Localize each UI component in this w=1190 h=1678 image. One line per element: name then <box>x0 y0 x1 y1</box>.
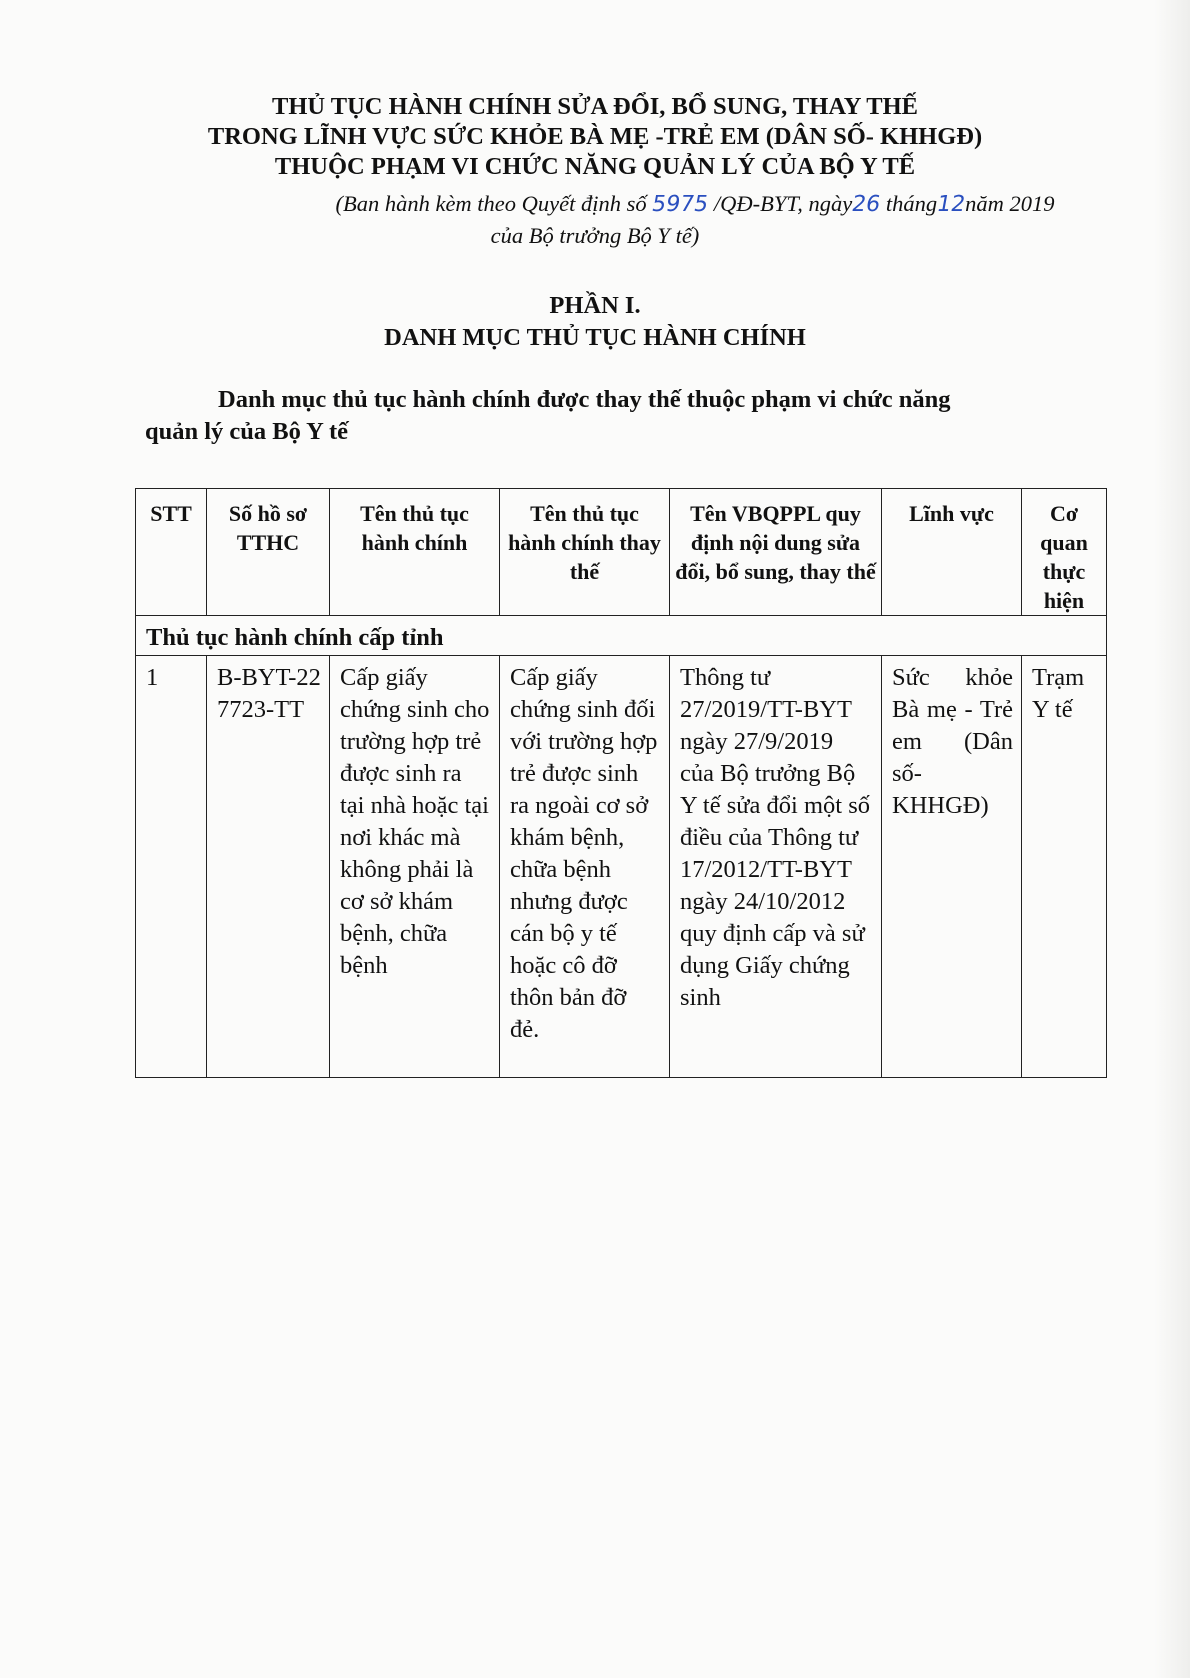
title-line-3: THUỘC PHẠM VI CHỨC NĂNG QUẢN LÝ CỦA BỘ Y TẾ <box>274 153 916 180</box>
group-label: Thủ tục hành chính cấp tỉnh <box>136 616 1107 656</box>
cell-field: Sức khỏe Bà mẹ - Trẻ em (Dân số-KHHGĐ) <box>882 656 1022 1078</box>
document-title <box>0 92 1190 182</box>
title-line-2: TRONG LĨNH VỰC SỨC KHỎE BÀ MẸ -TRẺ EM (DÂN SỐ- KHHGĐ) <box>207 123 983 150</box>
month-label: tháng <box>885 191 938 216</box>
issuance-note <box>0 188 1190 251</box>
cell-legal-doc: Thông tư 27/2019/TT-BYT ngày 27/9/2019 của Bộ trưởng Bộ Y tế sửa đổi một số điều của Thông tư 17/2012/TT-BYT ngày 24/10/2012 quy định cấp và sử dụng Giấy chứng sinh <box>670 656 882 1078</box>
part-title: DANH MỤC THỦ TỤC HÀNH CHÍNH <box>384 324 806 351</box>
header-agency: Cơ quan thực hiện <box>1022 489 1107 616</box>
cell-agency: Trạm Y tế <box>1022 656 1107 1078</box>
header-replacement-name: Tên thủ tục hành chính thay thế <box>500 489 670 616</box>
procedure-table <box>135 488 1107 1078</box>
intro-paragraph <box>145 384 1085 448</box>
group-row <box>136 616 1107 656</box>
table-row <box>136 656 1107 1078</box>
decision-number: 5975 <box>650 192 711 217</box>
cell-name: Cấp giấy chứng sinh cho trường hợp trẻ được sinh ra tại nhà hoặc tại nơi khác mà không phải là cơ sở khám bệnh, chữa bệnh <box>330 656 500 1078</box>
page-edge <box>1154 0 1190 1678</box>
cell-stt: 1 <box>136 656 207 1078</box>
issue-month: 12 <box>934 192 968 217</box>
part-heading <box>0 290 1190 354</box>
issued-by: của Bộ trưởng Bộ Y tế) <box>490 223 700 248</box>
issued-prefix: (Ban hành kèm theo Quyết định số <box>335 191 647 216</box>
table-header-row <box>136 489 1107 616</box>
intro-line-1: Danh mục thủ tục hành chính được thay thế thuộc phạm vi chức năng <box>218 386 951 413</box>
header-legal-doc: Tên VBQPPL quy định nội dung sửa đổi, bổ sung, thay thế <box>670 489 882 616</box>
title-line-1: THỦ TỤC HÀNH CHÍNH SỬA ĐỔI, BỔ SUNG, THAY THẾ <box>272 93 918 120</box>
year-label: năm 2019 <box>965 191 1055 216</box>
intro-line-2: quản lý của Bộ Y tế <box>145 418 349 445</box>
issued-mid: /QĐ-BYT, ngày <box>713 191 853 216</box>
cell-code: B-BYT-227723-TT <box>207 656 330 1078</box>
header-stt: STT <box>136 489 207 616</box>
header-code: Số hồ sơ TTHC <box>207 489 330 616</box>
header-name: Tên thủ tục hành chính <box>330 489 500 616</box>
part-number: PHẦN I. <box>549 292 641 319</box>
cell-replacement-name: Cấp giấy chứng sinh đối với trường hợp trẻ được sinh ra ngoài cơ sở khám bệnh, chữa bệnh nhưng được cán bộ y tế hoặc cô đỡ thôn bản đỡ đẻ. <box>500 656 670 1078</box>
header-field: Lĩnh vực <box>882 489 1022 616</box>
issue-day: 26 <box>850 192 883 217</box>
